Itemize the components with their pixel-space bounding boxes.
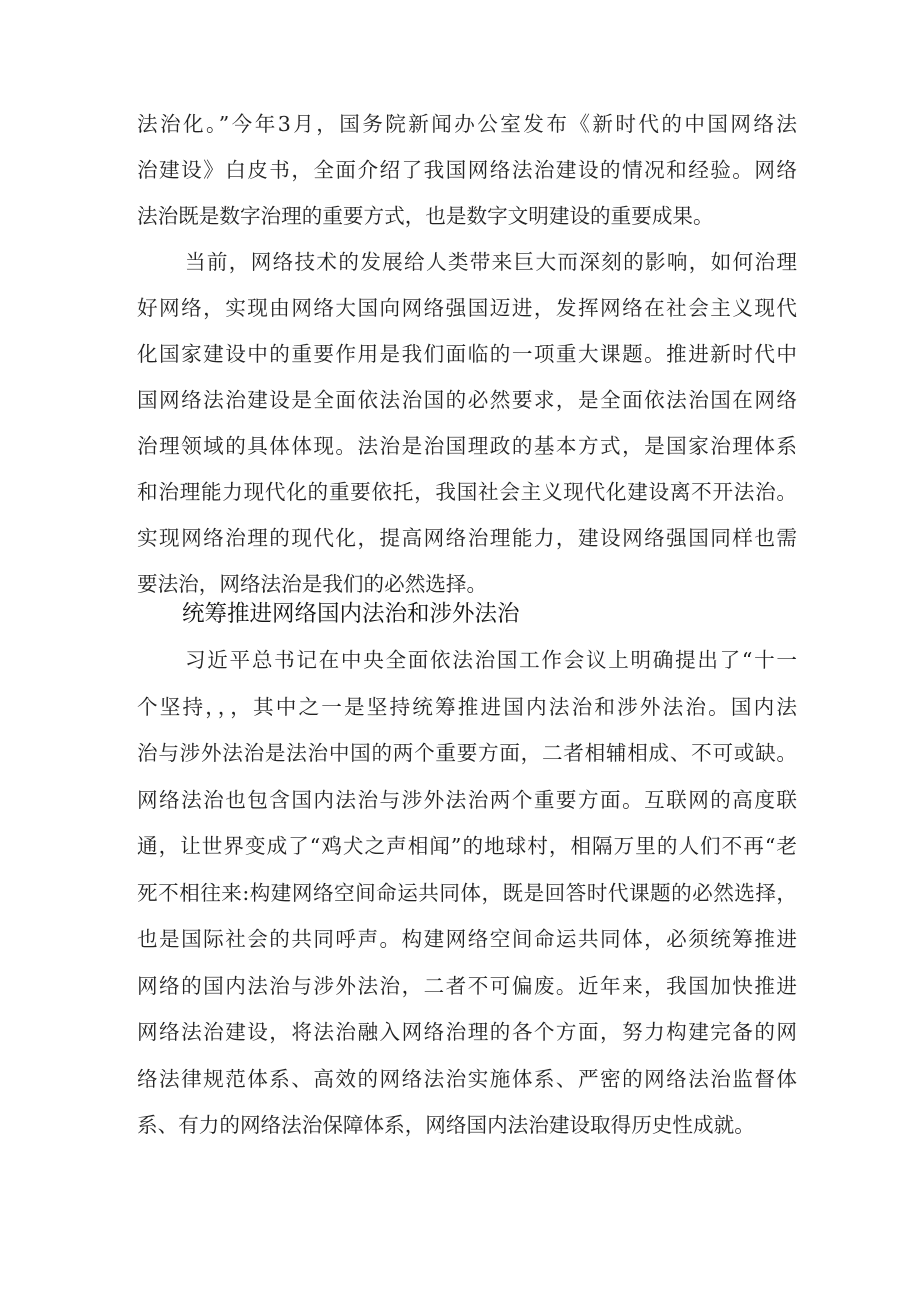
paragraph-3-line-5: 通，让世界变成了“鸡犬之声相闻”的地球村，相隔万里的人们不再“老 (137, 834, 797, 858)
paragraph-2-line-7: 实现网络治理的现代化，提高网络治理能力，建设网络强国同样也需 (137, 526, 797, 550)
paragraph-2-line-4: 国网络法治建设是全面依法治国的必然要求，是全面依法治国在网络 (137, 388, 797, 412)
paragraph-3-line-3: 治与涉外法治是法治中国的两个重要方面，二者相辅相成、不可或缺。 (137, 741, 797, 765)
paragraph-1-line-3: 法治既是数字治理的重要方式，也是数字文明建设的重要成果。 (137, 204, 714, 228)
paragraph-2-line-2: 好网络，实现由网络大国向网络强国迈进，发挥网络在社会主义现代 (137, 296, 797, 320)
paragraph-3-line-6: 死不相往来:构建网络空间命运共同体，既是回答时代课题的必然选择， (137, 880, 797, 905)
paragraph-2-line-3: 化国家建设中的重要作用是我们面临的一项重大课题。推进新时代中 (137, 342, 797, 366)
paragraph-3-line-10: 络法律规范体系、高效的网络法治实施体系、严密的网络法治监督体 (137, 1066, 797, 1091)
paragraph-2-line-8: 要法治，网络法治是我们的必然选择。 (137, 572, 488, 596)
paragraph-1-line-2: 治建设》白皮书，全面介绍了我国网络法治建设的情况和经验。网络 (137, 158, 797, 182)
paragraph-2-line-5: 治理领域的具体体现。法治是治国理政的基本方式，是国家治理体系 (137, 434, 797, 458)
paragraph-2-line-6: 和治理能力现代化的重要依托，我国社会主义现代化建设离不开法治。 (137, 480, 797, 504)
paragraph-3-line-11: 系、有力的网络法治保障体系，网络国内法治建设取得历史性成就。 (137, 1113, 755, 1137)
paragraph-3-line-2: 个坚持，，，其中之一是坚持统筹推进国内法治和涉外法治。国内法 (137, 694, 797, 719)
paragraph-2-line-1: 当前，网络技术的发展给人类带来巨大而深刻的影响，如何治理 (185, 250, 797, 274)
paragraph-1-line-1: 法治化。”今年3月，国务院新闻办公室发布《新时代的中国网络法 (137, 112, 797, 136)
paragraph-3-line-1: 习近平总书记在中央全面依法治国工作会议上明确提出了“十一 (185, 648, 797, 672)
paragraph-3-line-8: 网络的国内法治与涉外法治，二者不可偏废。近年来，我国加快推进 (137, 973, 797, 998)
paragraph-3-line-4: 网络法治也包含国内法治与涉外法治两个重要方面。互联网的高度联 (137, 787, 797, 812)
section-heading: 统筹推进网络国内法治和涉外法治 (182, 601, 520, 627)
paragraph-3-line-9: 网络法治建设，将法治融入网络治理的各个方面，努力构建完备的网 (137, 1020, 797, 1044)
paragraph-3-line-7: 也是国际社会的共同呼声。构建网络空间命运共同体，必须统筹推进 (137, 927, 797, 951)
